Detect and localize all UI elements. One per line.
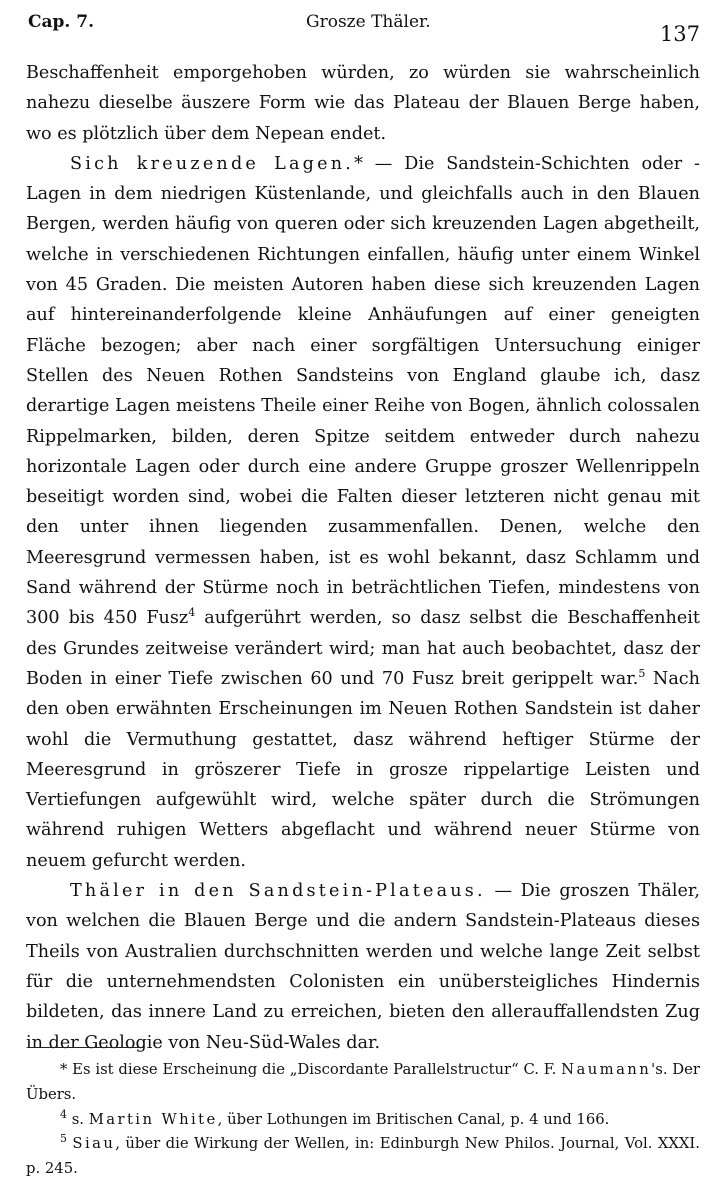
paragraph-continuation [26,58,700,149]
footnotes [26,1058,700,1182]
footnote-4 [26,1108,700,1133]
footnote-divider [28,1047,144,1048]
chapter-label: Cap. 7. [28,12,95,32]
footnote-mark: * [60,1061,68,1078]
paragraph-cross-bedding [26,149,700,876]
paragraph-text-2: aufgerührt werden, so dasz selbst die Beschaffenheit des Grundes zeitweise verändert wird; man hat auch beobachtet, dasz der Boden in einer Tiefe zwischen 60 und 70 Fusz breit gerippelt war. [26,608,700,689]
footnote-ref-5: 5 [638,667,646,681]
footnote-text: Es ist diese Erscheinung die „Discordante Parallelstructur“ C. F. [67,1061,562,1078]
main-text [26,58,700,1058]
footnote-mark: 5 [60,1132,67,1146]
footnote-text-end: 's. Der Übers. [26,1061,700,1103]
paragraph-text: Beschaffenheit emporgehoben würden, zo würden sie wahrscheinlich nahezu dieselbe äuszere Form wie das Plateau der Blauen Berge haben, wo es plötzlich über dem Nepean endet. [26,63,700,144]
running-title: Grosze Thäler. [306,12,431,32]
page-number: 137 [659,22,700,46]
footnote-author: Siau [72,1135,116,1153]
footnote-author: Martin White [88,1110,218,1128]
section-lead: Sich kreuzende Lagen. [70,153,355,174]
footnote-5 [26,1132,700,1182]
running-header [28,8,700,48]
footnote-mark: 4 [60,1107,67,1121]
footnote-text: s. [67,1110,89,1128]
footnote-ref-4: 4 [188,606,196,620]
footnote-star [26,1058,700,1108]
footnote-author: Naumann [561,1061,652,1078]
section-lead: Thäler in den Sandstein-Plateaus. [70,881,486,902]
paragraph-valleys [26,876,700,1058]
paragraph-text-3: Nach den oben erwähnten Erscheinungen im Neuen Rothen Sandstein ist daher wohl die Vermuthung gestattet, dasz während heftiger Stürme der Meeresgrund in gröszerer Tiefe in grosze rippelartige Leisten und Vertiefungen aufgewühlt wird, welche später durch die Strömungen während ruhigen Wetters abgeflacht und während neuer Stürme von neuem gefurcht werden. [26,668,700,871]
footnote-text-end: , über die Wirkung der Wellen, in: Edinburgh New Philos. Journal, Vol. XXXI. p. 245. [26,1135,700,1178]
paragraph-text: — Die groszen Thäler, von welchen die Blauen Berge und die andern Sandstein-Plateaus dieses Theils von Australien durchschnitten werden und welche lange Zeit selbst für die unternehmendsten Colonisten ein unübersteigliches Hindernis bildeten, das innere Land zu erreichen, bieten den allerauffallendsten Zug in der Geologie von Neu-Süd-Wales dar. [26,881,700,1053]
paragraph-text: — Die Sandstein-Schichten oder -Lagen in dem niedrigen Küstenlande, und gleichfalls auch in den Blauen Bergen, werden häufig von queren oder sich kreuzenden Lagen abgetheilt, welche in verschiedenen Richtungen einfallen, häufig unter einem Winkel von 45 Graden. Die meisten Autoren haben diese sich kreuzenden Lagen auf hintereinanderfolgende kleine Anhäufungen auf einer geneigten Fläche bezogen; aber nach einer sorgfältigen Untersuchung einiger Stellen des Neuen Rothen Sandsteins von England glaube ich, dasz derartige Lagen meistens Theile einer Reihe von Bogen, ähnlich colossalen Rippelmarken, bilden, deren Spitze seitdem entweder durch nahezu horizontale Lagen oder durch eine andere Gruppe groszer Wellenrippeln beseitigt worden sind, wobei die Falten dieser letzteren nicht genau mit den unter ihnen liegenden zusammenfallen. Denen, welche den Meeresgrund vermessen haben, ist es wohl bekannt, dasz Schlamm und Sand während der Stürme noch in beträchtlichen Tiefen, mindestens von 300 bis 450 Fusz [26,153,700,629]
footnote-text-end: , über Lothungen im Britischen Canal, p. 4 und 166. [217,1110,610,1128]
footnote-marker: * [354,153,363,174]
